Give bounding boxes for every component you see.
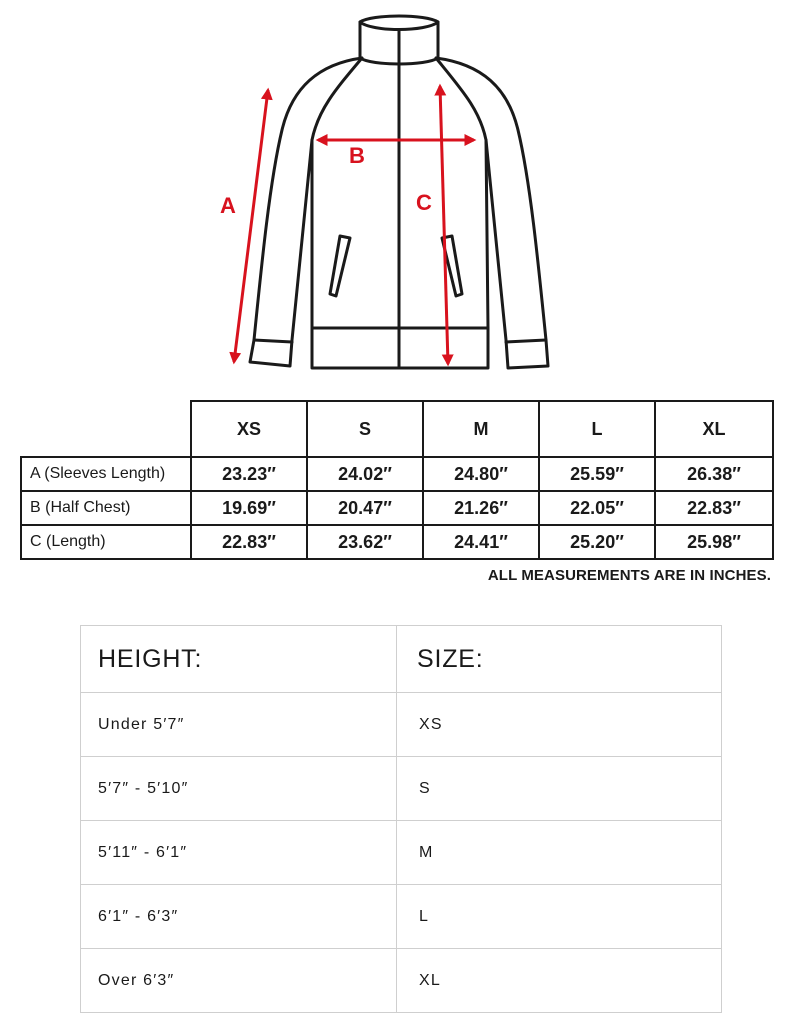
measurement-cell: 22.83″ (655, 491, 773, 525)
height-cell: 6′1″ - 6′3″ (81, 885, 397, 949)
measure-line-c (440, 86, 448, 364)
size-guide-row (81, 821, 722, 885)
measurement-cell: 25.59″ (539, 457, 655, 491)
measurement-cell: 23.23″ (191, 457, 307, 491)
measurement-cell: 19.69″ (191, 491, 307, 525)
measure-lines (234, 86, 474, 364)
size-guide-row (81, 949, 722, 1013)
size-guide-row (81, 757, 722, 821)
size-guide-row (81, 885, 722, 949)
size-header-m: M (423, 401, 539, 457)
measurement-cell: 25.98″ (655, 525, 773, 559)
measure-line-a (234, 90, 268, 362)
measurement-row-b (21, 491, 773, 525)
size-header-l: L (539, 401, 655, 457)
measurement-cell: 20.47″ (307, 491, 423, 525)
row-label: C (Length) (21, 525, 191, 559)
row-label: A (Sleeves Length) (21, 457, 191, 491)
size-cell: S (397, 757, 722, 821)
label-b: B (349, 143, 365, 168)
measurement-header-row (21, 401, 773, 457)
measurement-row-c (21, 525, 773, 559)
measurement-row-a (21, 457, 773, 491)
size-cell: L (397, 885, 722, 949)
measurement-cell: 24.80″ (423, 457, 539, 491)
measurement-cell: 22.83″ (191, 525, 307, 559)
measurement-cell: 25.20″ (539, 525, 655, 559)
label-c: C (416, 190, 432, 215)
size-header: SIZE: (397, 626, 722, 693)
jacket-outline (250, 16, 548, 368)
measurement-cell: 24.02″ (307, 457, 423, 491)
size-header-xl: XL (655, 401, 773, 457)
size-cell: M (397, 821, 722, 885)
row-label: B (Half Chest) (21, 491, 191, 525)
measurement-cell: 22.05″ (539, 491, 655, 525)
units-note: ALL MEASUREMENTS ARE IN INCHES. (487, 567, 771, 584)
header-blank-cell (21, 401, 191, 457)
size-cell: XL (397, 949, 722, 1013)
jacket-diagram (0, 0, 800, 395)
measurement-cell: 24.41″ (423, 525, 539, 559)
height-cell: 5′7″ - 5′10″ (81, 757, 397, 821)
measurement-cell: 21.26″ (423, 491, 539, 525)
size-header-xs: XS (191, 401, 307, 457)
size-header-s: S (307, 401, 423, 457)
size-guide-header-row (81, 626, 722, 693)
height-size-table (80, 625, 722, 1013)
height-header: HEIGHT: (81, 626, 397, 693)
measurement-cell: 23.62″ (307, 525, 423, 559)
height-cell: Over 6′3″ (81, 949, 397, 1013)
height-cell: 5′11″ - 6′1″ (81, 821, 397, 885)
measurement-table (20, 400, 774, 560)
measurement-cell: 26.38″ (655, 457, 773, 491)
label-a: A (220, 193, 236, 218)
height-cell: Under 5′7″ (81, 693, 397, 757)
size-guide-row (81, 693, 722, 757)
size-cell: XS (397, 693, 722, 757)
